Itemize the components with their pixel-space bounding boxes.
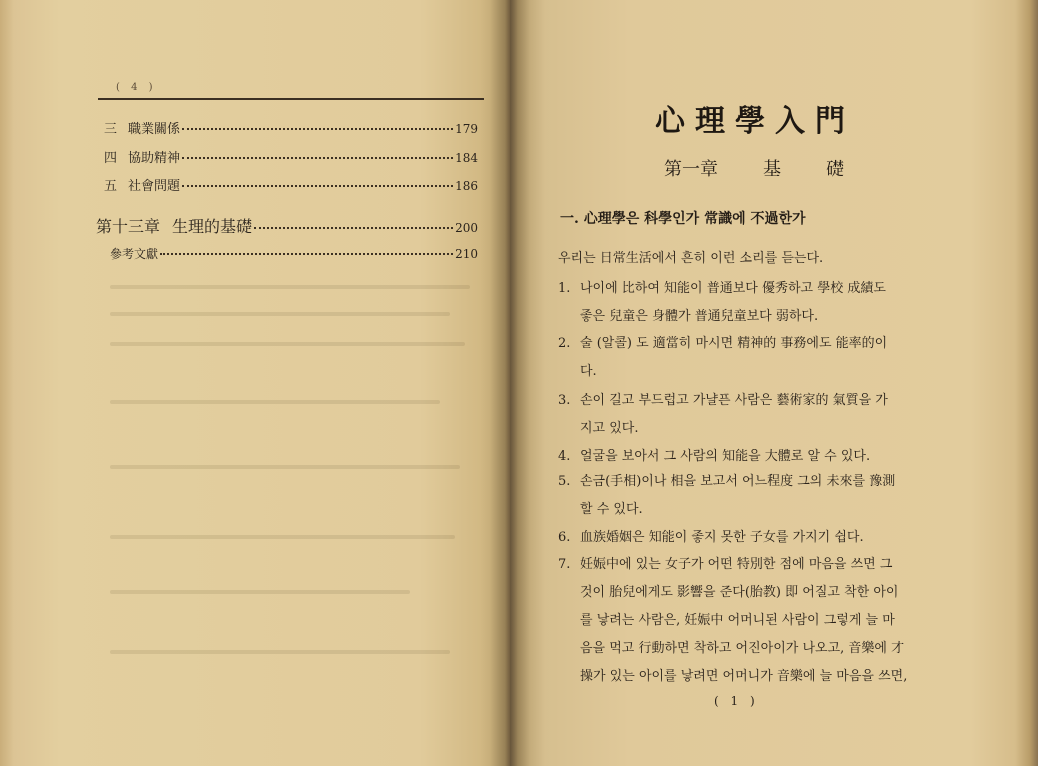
chapter-heading	[664, 155, 844, 181]
toc-reference-title: 參考文獻	[110, 247, 159, 261]
show-through-mark	[110, 465, 460, 469]
toc-chapter-title: 生理的基礎	[172, 217, 253, 236]
chapter-name-part: 礎	[826, 159, 844, 180]
list-item-line: 좋은 兒童은 身體가 普通兒童보다 弱하다.	[580, 309, 819, 324]
list-item-number: 7.	[558, 557, 571, 572]
list-item	[558, 443, 948, 471]
list-item-line: 것이 胎兒에게도 影響을 준다(胎教) 即 어질고 착한 아이	[580, 585, 899, 600]
list-item-line: 손이 길고 부드럽고 가냘픈 사람은 藝術家的 氣質을 가	[580, 393, 888, 408]
list-item-line: 술 (알콜) 도 適當히 마시면 精神的 事務에도 能率的이	[580, 336, 888, 351]
toc-entry-number: 三	[104, 122, 118, 137]
list-item	[558, 387, 948, 443]
list-item-line: 나이에 比하여 知能이 普通보다 優秀하고 學校 成績도	[580, 281, 886, 296]
show-through-mark	[110, 590, 410, 594]
toc-entry-title: 職業關係	[128, 122, 181, 137]
toc-leader-dots	[182, 185, 453, 187]
toc-leader-dots	[160, 253, 453, 255]
list-item-line: 음을 먹고 行動하면 착하고 어진아이가 나오고, 音樂에 才	[580, 641, 905, 656]
show-through-mark	[110, 285, 470, 289]
toc-leader-dots	[254, 227, 453, 229]
list-item-number: 4.	[558, 449, 571, 464]
chapter-number: 第一章	[664, 159, 718, 180]
list-item-line: 할 수 있다.	[580, 502, 643, 517]
toc-entry-title: 社會問題	[128, 179, 181, 194]
list-item-line: 를 낳려는 사람은, 妊娠中 어머니된 사람이 그렇게 늘 마	[580, 613, 895, 628]
section-heading: 一. 心理學은 科學인가 常識에 不過한가	[560, 211, 806, 227]
toc-chapter-number: 第十三章	[96, 217, 161, 236]
toc-entry-page: 184	[455, 151, 478, 165]
list-item-line: 血族婚姻은 知能이 좋지 못한 子女를 가지기 쉽다.	[580, 530, 864, 545]
list-item	[558, 330, 948, 386]
list-item-line: 다.	[580, 364, 597, 379]
list-item-line: 손금(手相)이나 相을 보고서 어느程度 그의 未來를 豫測	[580, 474, 896, 489]
show-through-mark	[110, 650, 450, 654]
list-item	[558, 524, 948, 552]
toc-chapter-page: 200	[455, 221, 478, 235]
toc-reference-entry	[110, 245, 478, 262]
list-item	[558, 551, 948, 691]
book-title: 心理學入門	[655, 104, 855, 139]
toc-entry-number: 四	[104, 151, 118, 166]
header-rule	[98, 98, 484, 100]
show-through-mark	[110, 312, 450, 316]
list-item-number: 1.	[558, 281, 571, 296]
book-gutter	[490, 0, 530, 766]
left-page	[0, 0, 510, 766]
page-number: ( 1 )	[714, 694, 759, 708]
chapter-name-part: 基	[763, 159, 781, 180]
list-item-line: 얼굴을 보아서 그 사람의 知能을 大體로 알 수 있다.	[580, 449, 871, 464]
toc-reference-page: 210	[455, 247, 478, 261]
list-item-number: 6.	[558, 530, 571, 545]
toc-entry	[104, 118, 478, 137]
intro-paragraph: 우리는 日常生活에서 흔히 이런 소리를 듣는다.	[558, 251, 824, 266]
toc-leader-dots	[182, 157, 453, 159]
list-item-line: 操가 있는 아이를 낳려면 어머니가 音樂에 늘 마음을 쓰면,	[580, 669, 908, 684]
toc-entry	[104, 147, 478, 166]
list-item-line: 지고 있다.	[580, 421, 639, 436]
list-item-number: 2.	[558, 336, 571, 351]
list-item	[558, 468, 948, 524]
toc-entry-title: 協助精神	[128, 151, 181, 166]
show-through-mark	[110, 400, 440, 404]
list-item-number: 3.	[558, 393, 571, 408]
toc-entry-page: 186	[455, 179, 478, 193]
list-item	[558, 275, 948, 331]
toc-entry	[104, 175, 478, 194]
left-page-header: ( 4 )	[116, 82, 157, 93]
toc-entry-page: 179	[455, 122, 478, 136]
toc-entry-number: 五	[104, 179, 118, 194]
list-item-line: 妊娠中에 있는 女子가 어떤 特別한 점에 마음을 쓰면 그	[580, 557, 893, 572]
show-through-mark	[110, 342, 465, 346]
toc-chapter-entry	[96, 214, 478, 237]
list-item-number: 5.	[558, 474, 571, 489]
toc-leader-dots	[182, 128, 453, 130]
show-through-mark	[110, 535, 455, 539]
